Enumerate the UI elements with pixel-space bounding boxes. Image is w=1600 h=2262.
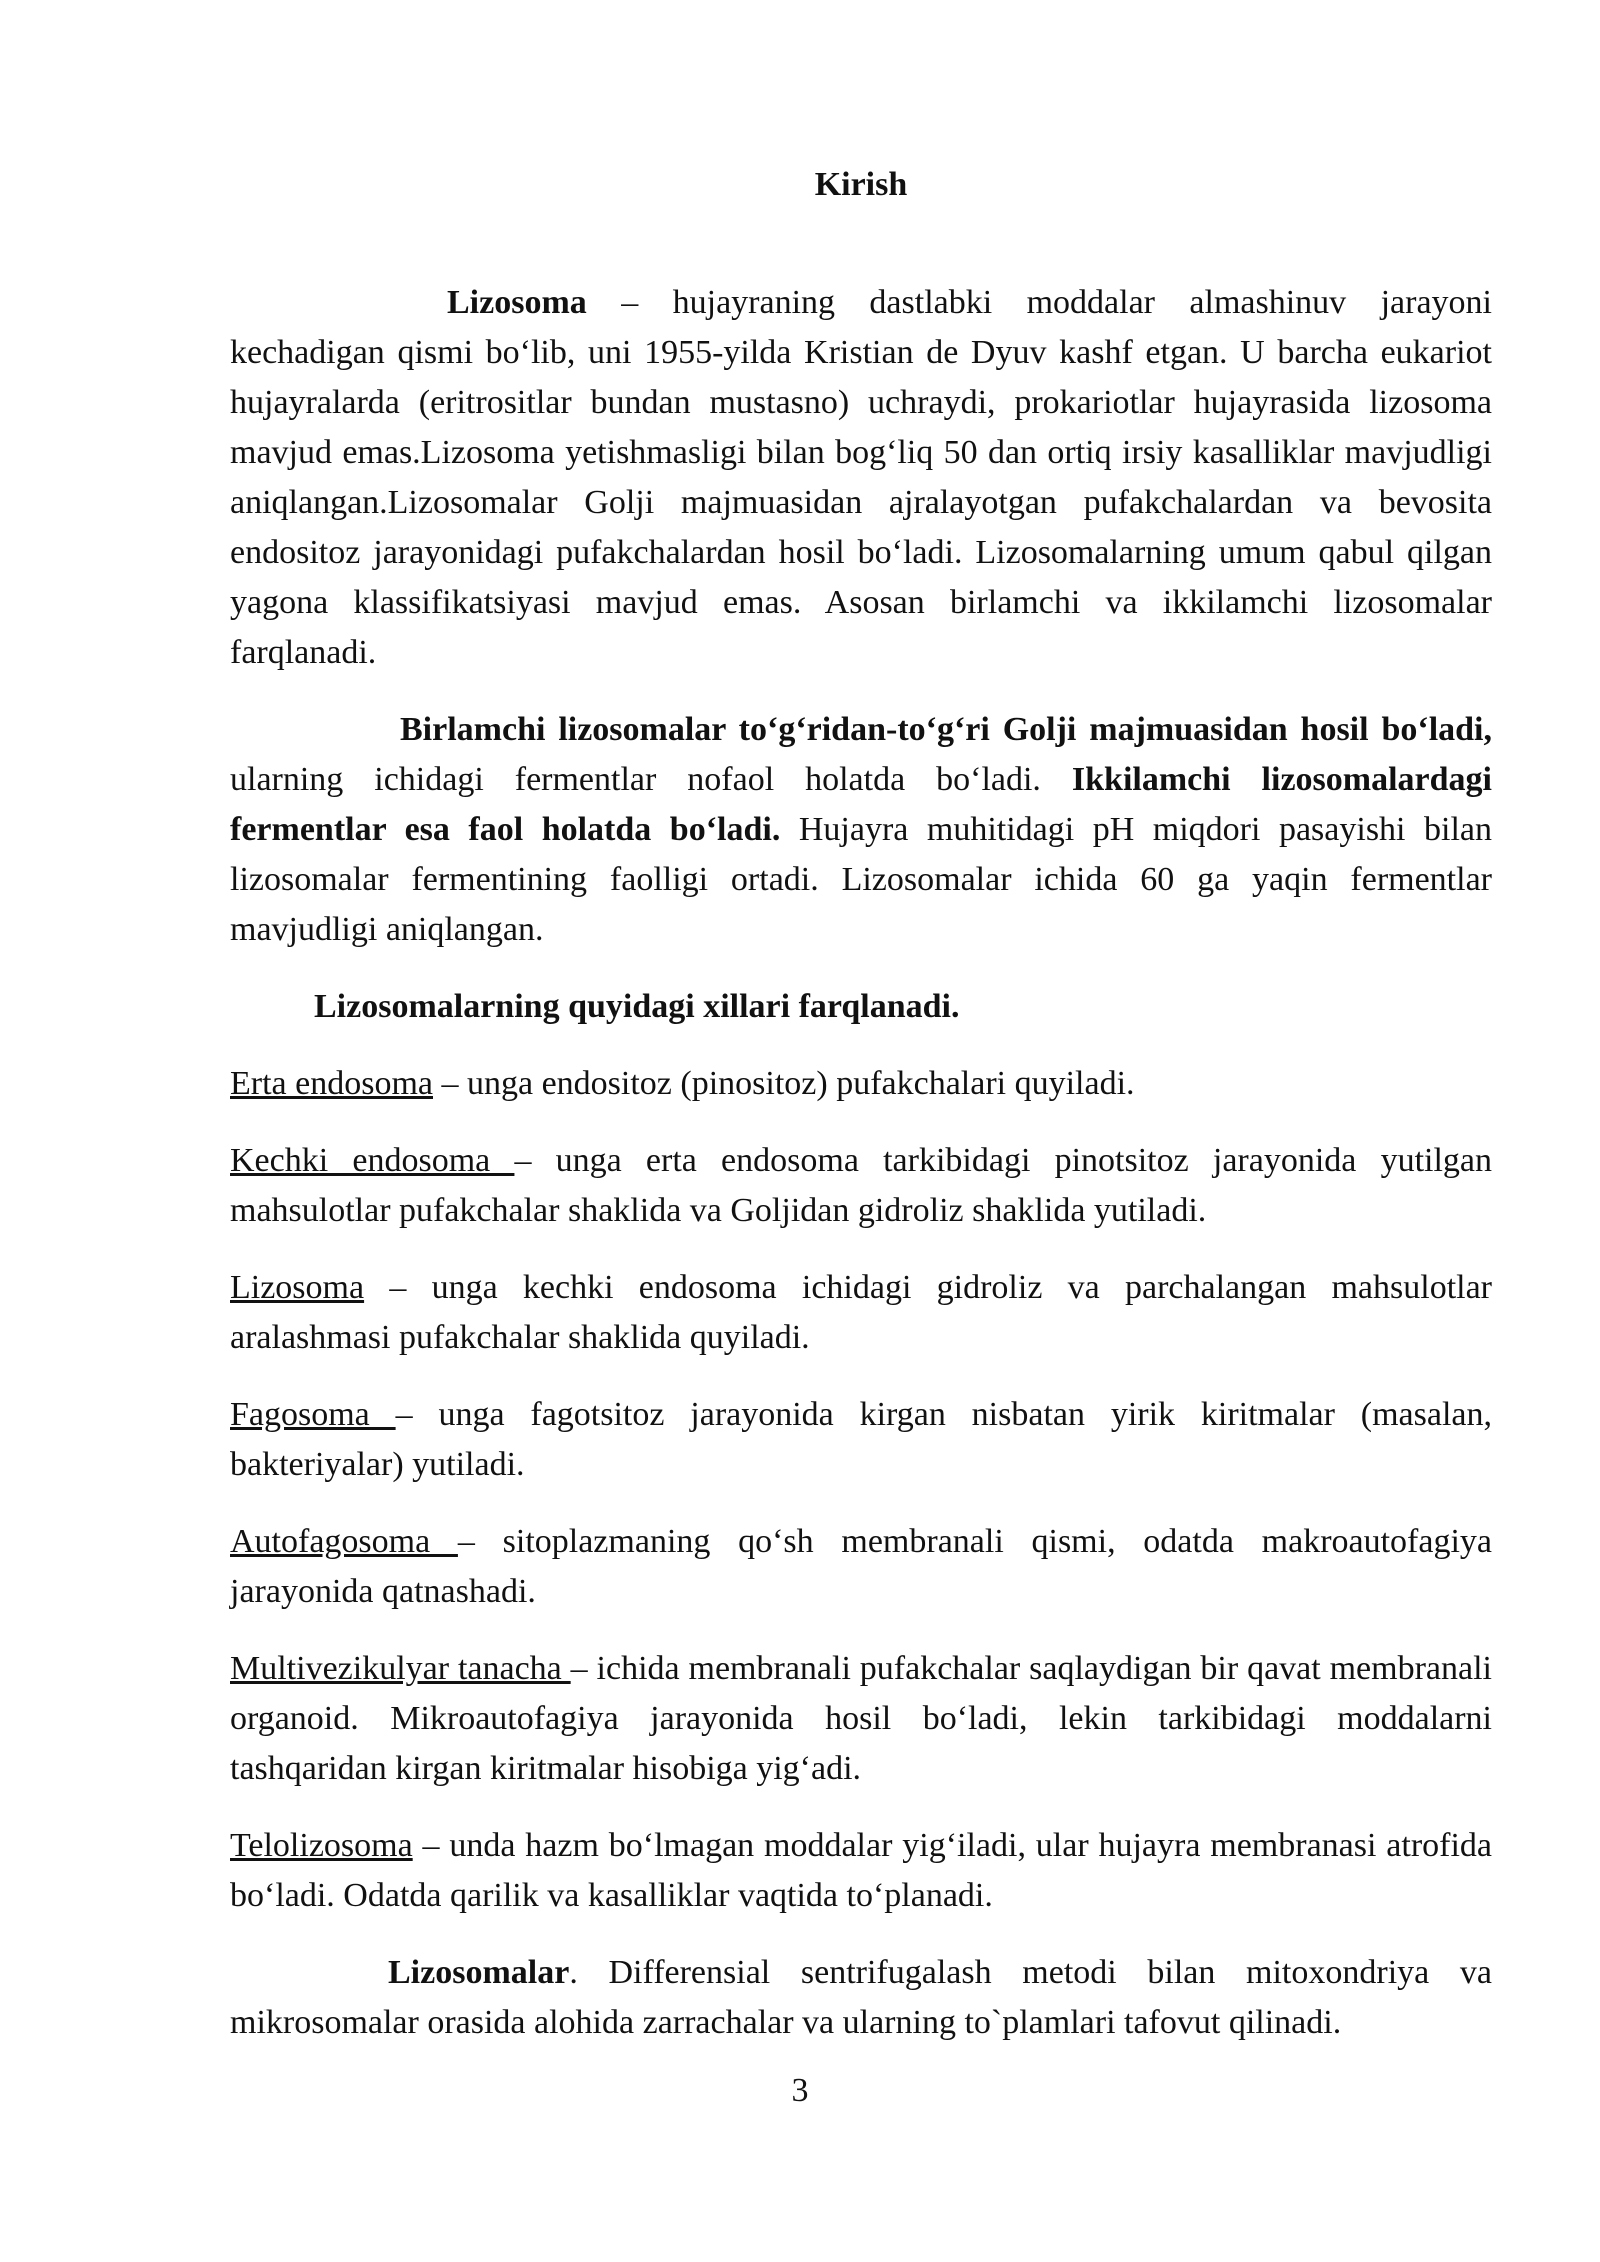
type-term: Kechki endosoma <box>230 1142 515 1179</box>
birlamchi-bold-2: Ikkilamchi lizosomalardagi fermentlar esa faol holatda bo‘ladi. <box>230 761 1492 848</box>
lizosomalar-paragraph <box>230 1948 1492 2048</box>
intro-text: – hujayraning dastlabki moddalar almashinuv jarayoni kechadigan qismi bo‘lib, uni 1955-yilda Kristian de Dyuv kashf etgan. U barcha eukariot hujayralarda (eritrositlar bundan mustasno) uchraydi, prokariotlar hujayrasida lizosoma mavjud emas.Lizosoma yetishmasligi bilan bog‘liq 50 dan ortiq irsiy kasalliklar mavjudligi aniqlangan.Lizosomalar Golji majmuasidan ajralayotgan pufakchalardan va bevosita endositoz jarayonidagi pufakchalardan hosil bo‘ladi. Lizosomalarning umum qabul qilgan yagona klassifikatsiyasi mavjud emas. Asosan birlamchi va ikkilamchi lizosomalar farqlanadi. <box>230 284 1492 671</box>
intro-paragraph <box>230 278 1492 678</box>
birlamchi-text-1: ularning ichidagi fermentlar nofaol holatda bo‘ladi. <box>230 761 1072 798</box>
birlamchi-bold-1: Birlamchi lizosomalar to‘g‘ridan-to‘g‘ri Golji majmuasidan hosil bo‘ladi, <box>400 711 1492 748</box>
type-definition-autofagosoma <box>230 1517 1492 1617</box>
lizosomalar-text: . Differensial sentrifugalash metodi bilan mitoxondriya va mikrosomalar orasida alohida zarrachalar va ularning to`plamlari tafovut qilinadi. <box>230 1954 1492 2041</box>
page-number: 3 <box>791 2072 809 2109</box>
type-definition-telolizosoma <box>230 1821 1492 1921</box>
type-definition-lizosoma <box>230 1263 1492 1363</box>
lizosomalar-term: Lizosomalar <box>388 1954 570 1991</box>
type-term: Autofagosoma <box>230 1523 458 1560</box>
type-definition-kechki-endosoma <box>230 1136 1492 1236</box>
type-text: – unga endositoz (pinositoz) pufakchalari quyiladi. <box>433 1065 1135 1102</box>
page-content <box>230 160 1492 2048</box>
type-definition-multivezikulyar-tanacha <box>230 1644 1492 1794</box>
type-text: – ichida membranali pufakchalar saqlaydigan bir qavat membranali organoid. Mikroautofagiya jarayonida hosil bo‘ladi, lekin tarkibidagi moddalarni tashqaridan kirgan kiritmalar hisobiga yig‘adi. <box>230 1650 1492 1787</box>
birlamchi-paragraph <box>230 705 1492 955</box>
type-text: – sitoplazmaning qo‘sh membranali qismi, odatda makroautofagiya jarayonida qatnashadi. <box>230 1523 1493 1610</box>
type-text: – unga erta endosoma tarkibidagi pinotsitoz jarayonida yutilgan mahsulotlar pufakchalar shaklida va Goljidan gidroliz shaklida yutiladi. <box>230 1142 1493 1229</box>
type-term: Erta endosoma <box>230 1065 433 1102</box>
birlamchi-text-2: Hujayra muhitidagi pH miqdori pasayishi bilan lizosomalar fermentining faolligi ortadi. Lizosomalar ichida 60 ga yaqin fermentlar mavjudligi aniqlangan. <box>230 811 1492 948</box>
type-text: – unda hazm bo‘lmagan moddalar yig‘iladi, ular hujayra membranasi atrofida bo‘ladi. Odatda qarilik va kasalliklar vaqtida to‘planadi. <box>230 1827 1492 1914</box>
type-term: Multivezikulyar tanacha <box>230 1650 571 1687</box>
type-text: – unga kechki endosoma ichidagi gidroliz va parchalangan mahsulotlar aralashmasi pufakchalar shaklida quyiladi. <box>230 1269 1492 1356</box>
type-definition-fagosoma <box>230 1390 1492 1490</box>
type-definition-erta-endosoma <box>230 1059 1492 1109</box>
type-term: Telolizosoma <box>230 1827 413 1864</box>
page-title: Kirish <box>814 166 908 203</box>
types-heading: Lizosomalarning quyidagi xillari farqlanadi. <box>314 988 960 1025</box>
type-term: Lizosoma <box>230 1269 365 1306</box>
intro-term: Lizosoma <box>447 284 587 321</box>
type-text: – unga fagotsitoz jarayonida kirgan nisbatan yirik kiritmalar (masalan, bakteriyalar) yutiladi. <box>230 1396 1492 1483</box>
type-term: Fagosoma <box>230 1396 396 1433</box>
